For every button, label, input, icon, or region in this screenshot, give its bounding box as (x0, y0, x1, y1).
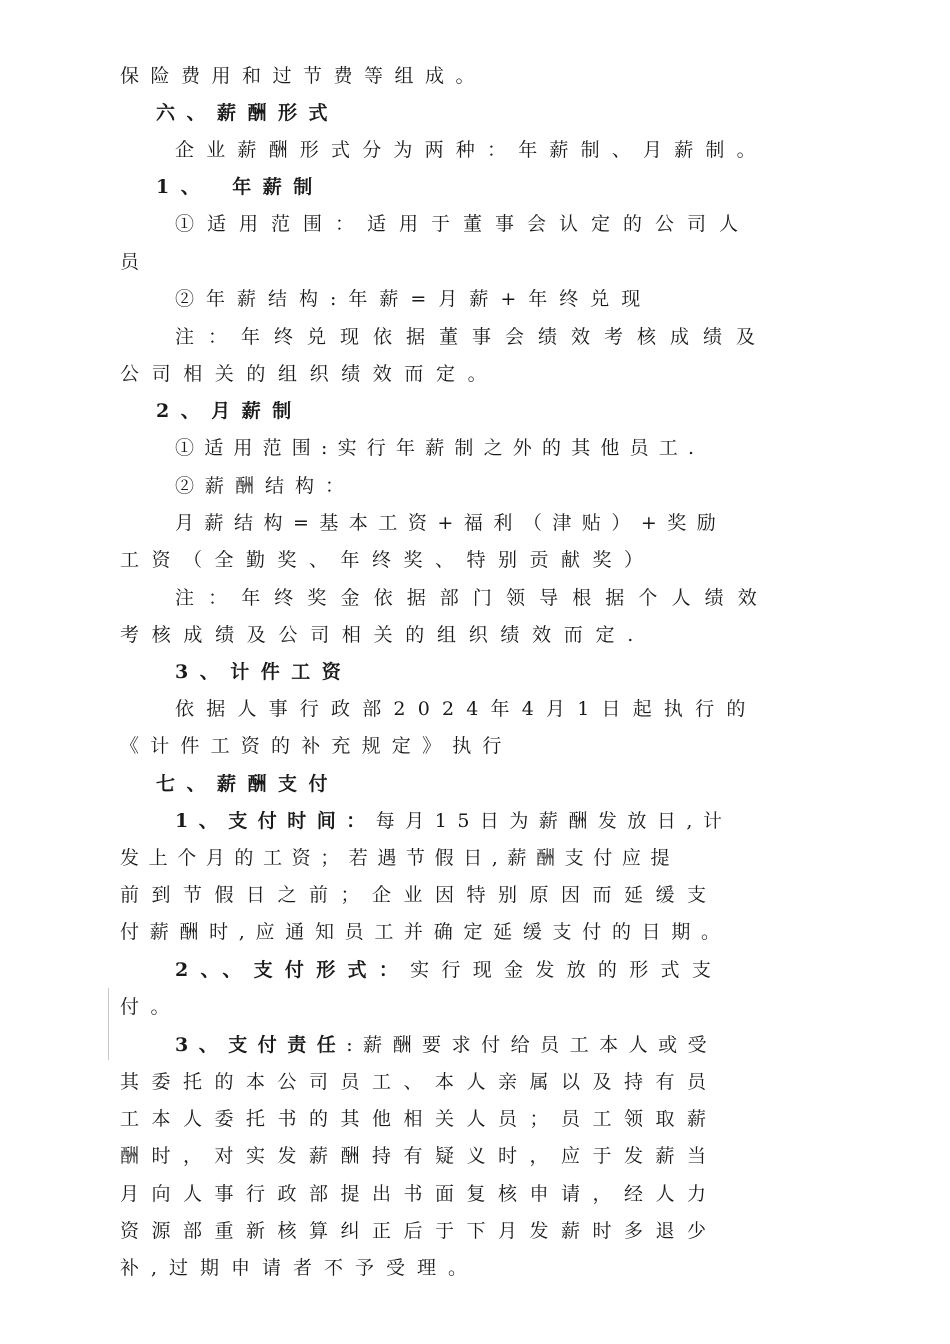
paragraph-first-line (175, 809, 732, 833)
term-label: 2、、支付形式： (175, 959, 411, 981)
text-line: 付薪酬时,应通知员工并确定延缓支付的日期。 (120, 921, 731, 943)
text-line: ②薪酬结构： (175, 475, 356, 497)
text-line: 员 (120, 251, 151, 273)
margin-change-bar (108, 988, 109, 1060)
text-line: 月薪结构=基本工资+福利（津贴）+奖励 (175, 512, 727, 534)
text-line: ①适用范围：适用于董事会认定的公司人 (175, 213, 752, 235)
text-line: 依据人事行政部2024年4月1日起执行的 (175, 698, 758, 720)
text-line: 付。 (120, 996, 182, 1018)
section-heading: 七、薪酬支付 (156, 773, 340, 795)
note-line: 注：年终兑现依据董事会绩效考核成绩及 (175, 326, 770, 348)
term-label: 3、支付责任 (175, 1034, 347, 1056)
text-line: 工本人委托书的其他相关人员；员工领取薪 (120, 1108, 719, 1130)
text-line: 工资（全勤奖、年终奖、特别贡献奖） (120, 549, 656, 571)
text-line: 月向人事行政部提出书面复核申请，经人力 (120, 1183, 719, 1205)
text-line: ②年薪结构:年薪=月薪+年终兑现 (175, 288, 653, 310)
text-line: 前到节假日之前；企业因特别原因而延缓支 (120, 884, 719, 906)
text-line: 考核成绩及公司相关的组织绩效而定. (120, 624, 646, 646)
text-line: 《计件工资的补充规定》执行 (120, 735, 513, 757)
paragraph-first-line (175, 1033, 717, 1057)
term-label: 1、支付时间： (175, 810, 376, 832)
note-line: 注：年终奖金依据部门领导根据个人绩效 (175, 587, 771, 609)
text-line: ①适用范围:实行年薪制之外的其他员工. (175, 437, 705, 459)
subsection-heading: 1、 年薪制 (156, 176, 324, 198)
paragraph-first-line (175, 958, 723, 982)
text-line: 企业薪酬形式分为两种：年薪制、月薪制。 (175, 139, 768, 161)
subsection-heading: 3、计件工资 (175, 661, 353, 683)
text-line: 其委托的本公司员工、本人亲属以及持有员 (120, 1071, 719, 1093)
text-line: 资源部重新核算纠正后于下月发薪时多退少 (120, 1220, 719, 1242)
term-text: 每月15日为薪酬发放日,计 (375, 810, 733, 832)
text-line: 酬时，对实发薪酬持有疑义时，应于发薪当 (120, 1145, 719, 1167)
term-text: :薪酬要求付给员工本人或受 (346, 1034, 718, 1056)
section-heading: 六、薪酬形式 (156, 102, 340, 124)
text-line: 公司相关的组织绩效而定。 (120, 363, 500, 385)
subsection-heading: 2、月薪制 (156, 400, 303, 422)
text-line: 保险费用和过节费等组成。 (120, 65, 487, 87)
text-line: 发上个月的工资；若遇节假日,薪酬支付应提 (120, 847, 680, 869)
text-line: 补,过期申请者不予受理。 (120, 1257, 480, 1279)
term-text: 实行现金发放的形式支 (410, 959, 724, 981)
